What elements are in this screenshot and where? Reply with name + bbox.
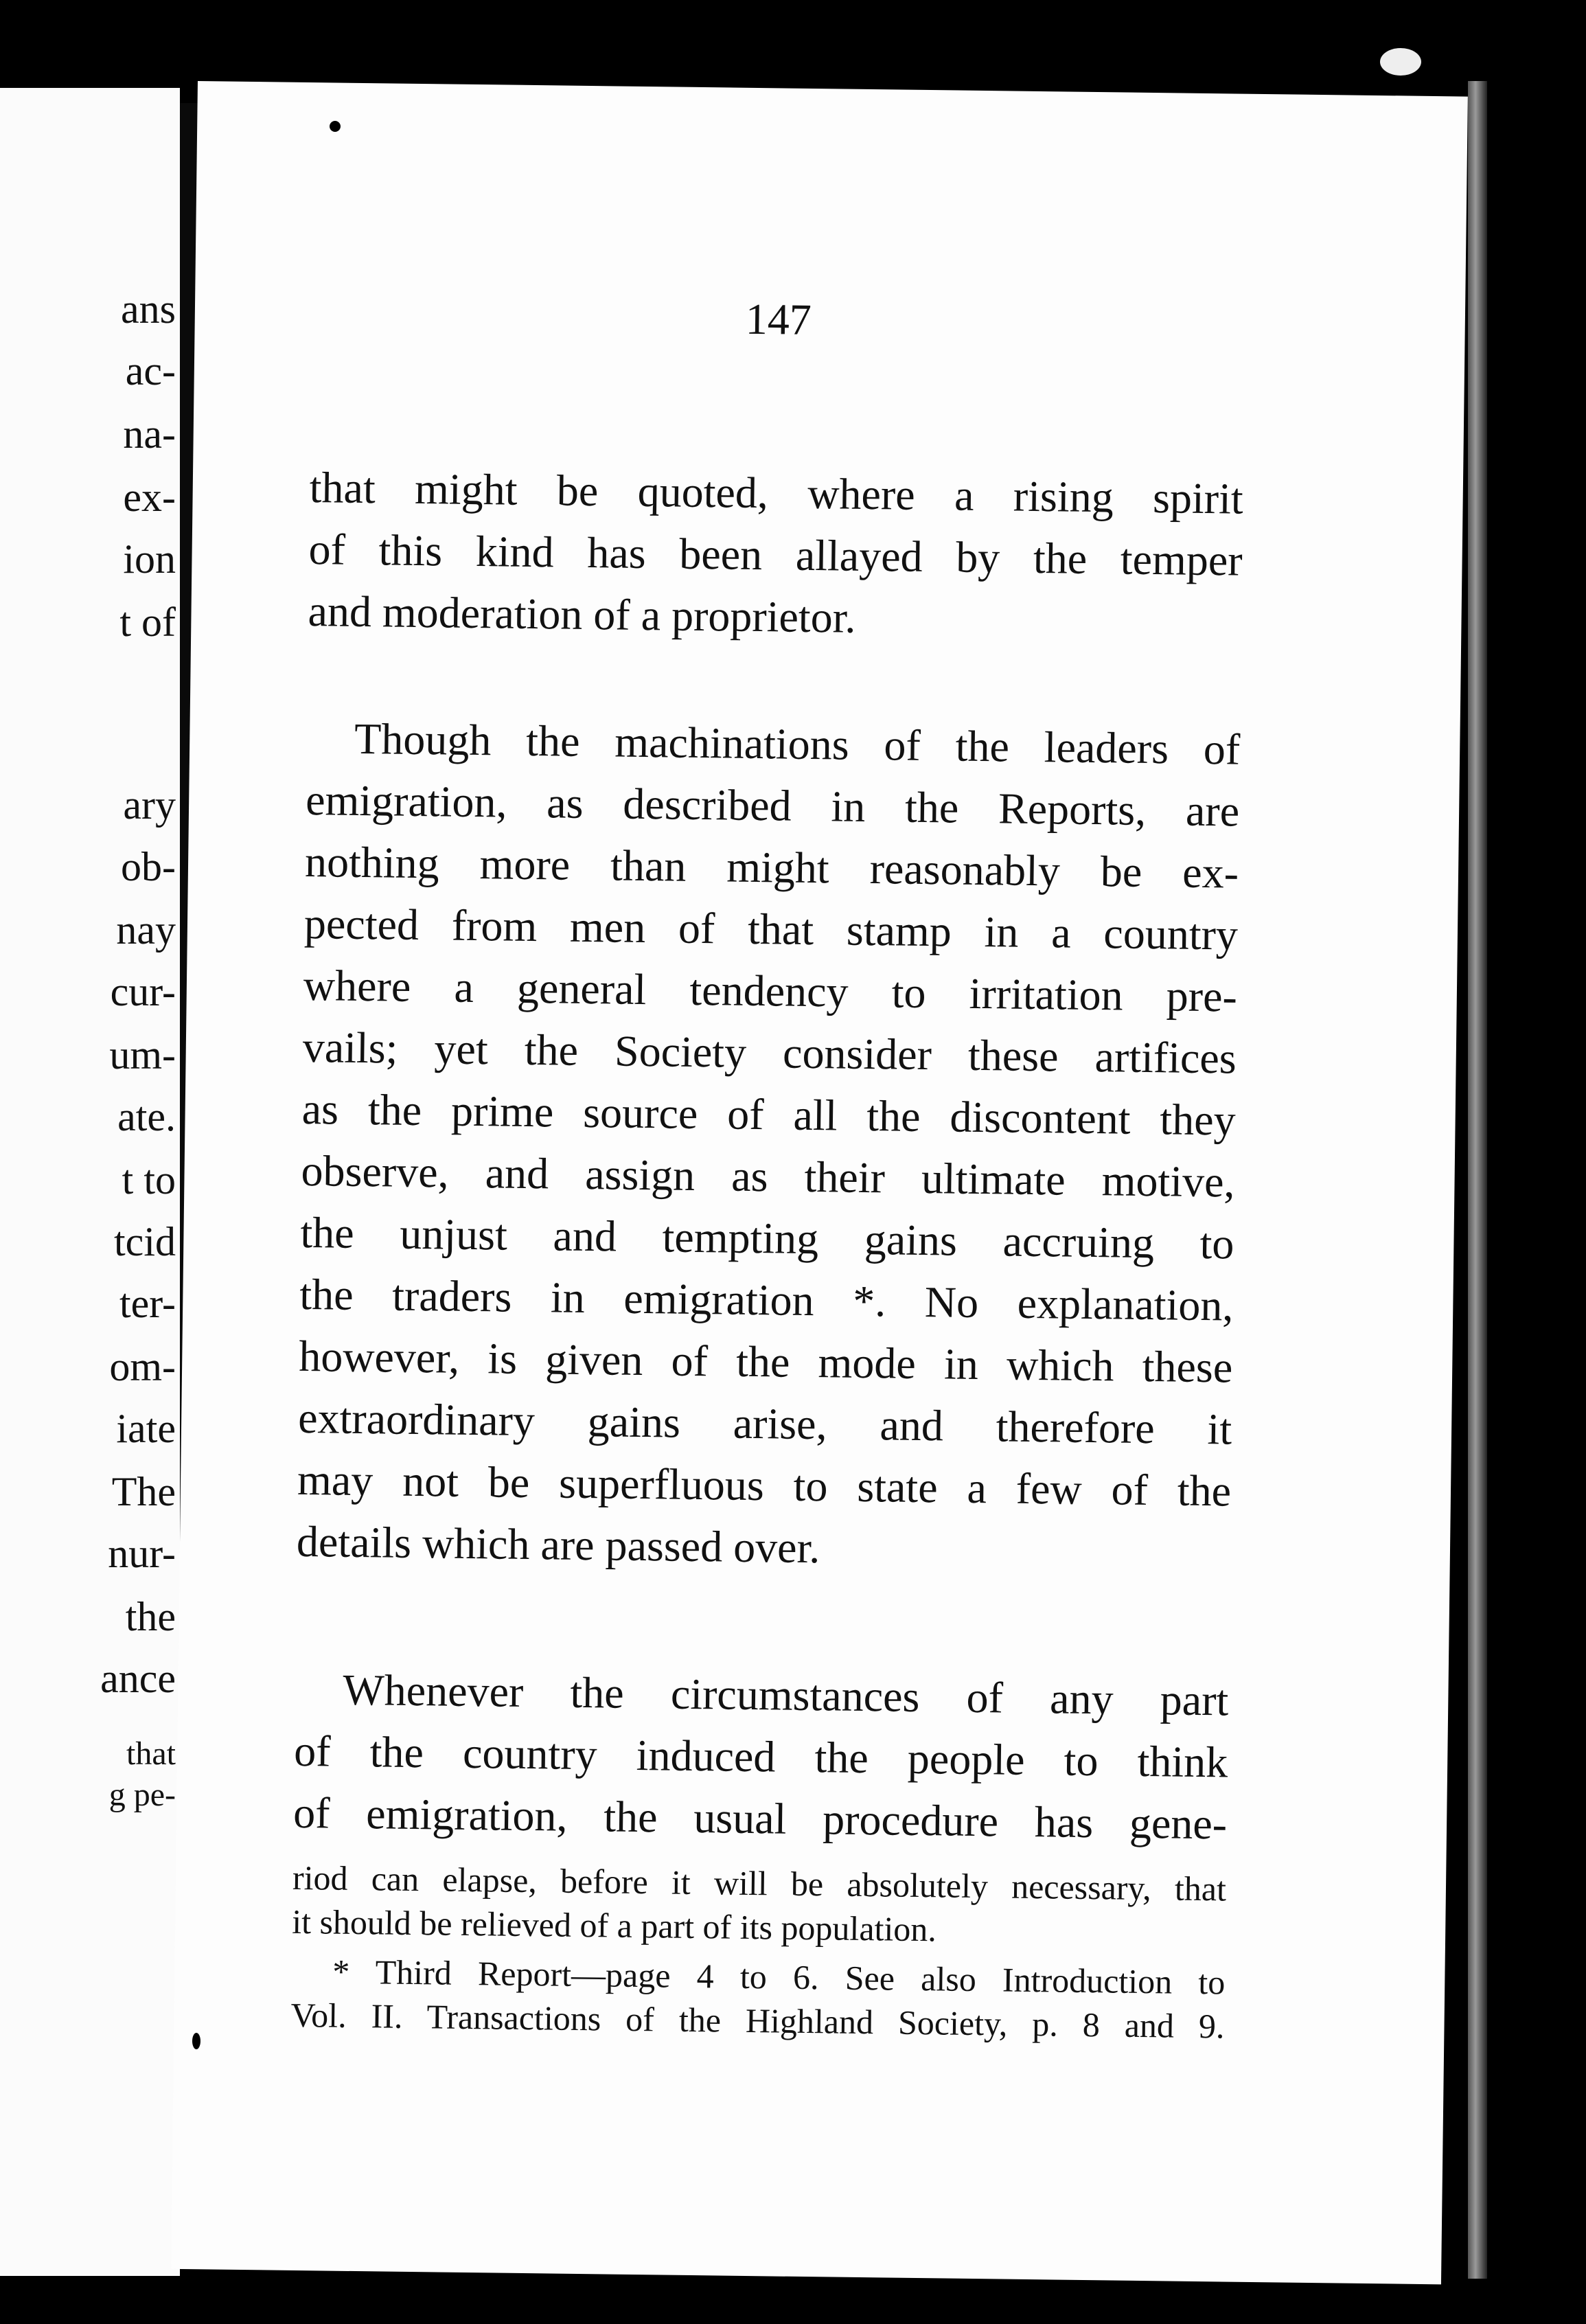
- facing-page-fragment: ob-: [121, 844, 176, 889]
- text-line: of the country induced the people to think: [293, 1726, 1228, 1787]
- facing-page-fragment: iate: [116, 1406, 176, 1451]
- facing-page-fragment: um-: [109, 1032, 176, 1078]
- facing-page-fragment: that: [126, 1735, 176, 1772]
- text-line: of emigration, the usual procedure has gene-: [292, 1788, 1228, 1849]
- ink-speck: [330, 121, 341, 132]
- facing-page-fragment: ary: [123, 782, 176, 828]
- facing-page-fragment: The: [111, 1469, 176, 1514]
- footnote: [290, 1949, 1225, 2049]
- text-line: Though the machinations of the leaders of: [354, 714, 1241, 774]
- facing-page-fragment: na-: [123, 411, 176, 457]
- text-line: it should be relieved of a part of its population.: [291, 1902, 937, 1949]
- page: [171, 81, 1468, 2284]
- text-line: Whenever the circumstances of any part: [342, 1665, 1229, 1725]
- facing-page-fragment: ion: [123, 536, 176, 582]
- page-number: 147: [745, 294, 812, 344]
- facing-page-fragment: ex-: [123, 475, 176, 520]
- text-line: riod can elapse, before it will be absolutely necessary, that: [292, 1858, 1227, 1909]
- text-line: pected from men of that stamp in a country: [303, 898, 1239, 959]
- facing-page-fragment: t to: [122, 1157, 176, 1203]
- facing-page-fragment: ac-: [125, 348, 176, 394]
- paragraph-1: [308, 457, 1243, 654]
- facing-page-fragment: om-: [109, 1344, 176, 1389]
- facing-page-fragment: cur-: [110, 969, 176, 1014]
- facing-page-fragment: the: [125, 1594, 176, 1639]
- text-line: the traders in emigration *. No explanation,: [299, 1269, 1234, 1330]
- facing-page-fragment: nur-: [108, 1531, 176, 1576]
- facing-page-fragment: ate.: [117, 1094, 176, 1139]
- text-line: of this kind has been allayed by the temper: [308, 525, 1243, 585]
- text-line: as the prime source of all the discontent they: [301, 1084, 1237, 1145]
- text-line: emigration, as described in the Reports, are: [305, 775, 1240, 836]
- paragraph-2: [296, 707, 1240, 1584]
- facing-page-fragment: g pe-: [108, 1777, 176, 1813]
- facing-page-fragment: ance: [100, 1656, 176, 1701]
- text-line: and moderation of a proprietor.: [308, 586, 856, 642]
- page-edge: [1468, 81, 1487, 2279]
- text-line: Vol. II. Transactions of the Highland Society, p. 8 and 9.: [290, 1995, 1225, 2046]
- footnote-continuation: [292, 1856, 1226, 1955]
- text-line: that might be quoted, where a rising spirit: [309, 463, 1244, 523]
- facing-page-fragment: ter-: [119, 1281, 176, 1326]
- text-line: however, is given of the mode in which these: [298, 1331, 1233, 1392]
- text-line: nothing more than might reasonably be ex-: [304, 836, 1239, 898]
- text-line: extraordinary gains arise, and therefore it: [297, 1393, 1232, 1454]
- facing-page-fragment: t of: [119, 600, 176, 645]
- text-line: details which are passed over.: [296, 1516, 820, 1573]
- facing-page-fragment: ans: [121, 286, 176, 332]
- ink-speck: [192, 2033, 200, 2049]
- text-line: observe, and assign as their ultimate motive,: [301, 1146, 1235, 1207]
- paper-blot: [1380, 48, 1421, 76]
- facing-page: [0, 88, 180, 2276]
- text-line: vails; yet the Society consider these artifices: [302, 1022, 1237, 1083]
- text-line: may not be superfluous to state a few of the: [297, 1455, 1232, 1516]
- text-line: the unjust and tempting gains accruing to: [300, 1207, 1234, 1268]
- text-line: * Third Report—page 4 to 6. See also Introduction to: [332, 1952, 1226, 2002]
- facing-page-fragment: tcid: [114, 1219, 176, 1264]
- facing-page-fragment: nay: [116, 907, 176, 953]
- paragraph-3: [293, 1659, 1229, 1856]
- text-line: where a general tendency to irritation pre-: [303, 960, 1238, 1021]
